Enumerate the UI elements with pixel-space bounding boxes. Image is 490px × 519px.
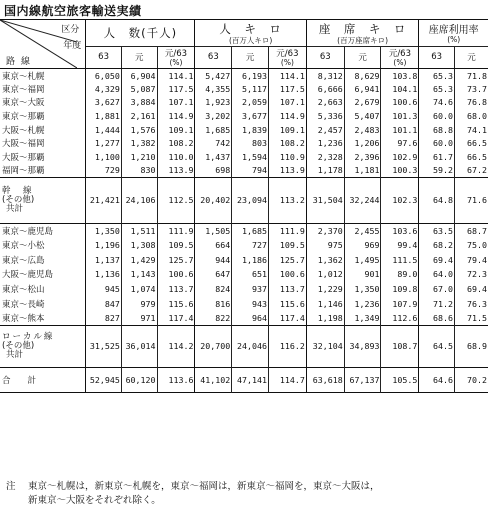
table-cell: 5,407: [344, 109, 381, 123]
table-cell: 113.7: [157, 282, 195, 297]
table-cell: 794: [232, 164, 269, 178]
route-name: 東京～福岡: [2, 84, 45, 95]
table-cell: 111.5: [381, 252, 419, 267]
table-cell: 1,594: [232, 150, 269, 164]
table-cell: 102.3: [381, 177, 419, 223]
table-cell: 63.5: [419, 223, 455, 238]
table-cell: 1,074: [121, 282, 157, 297]
table-cell: 1,206: [344, 136, 381, 150]
table-cell: 937: [232, 282, 269, 297]
table-row: [0, 267, 488, 282]
table-cell: 2,328: [306, 150, 344, 164]
table-cell: 104.1: [381, 82, 419, 96]
table-cell: 901: [344, 267, 381, 282]
table-cell: 67.0: [419, 282, 455, 297]
table-cell: 3,202: [195, 109, 232, 123]
table-cell: 41,102: [195, 367, 232, 392]
table-cell: 117.5: [157, 82, 195, 96]
table-cell: 113.6: [157, 367, 195, 392]
table-cell: 830: [121, 164, 157, 178]
table-cell: 71.5: [455, 311, 489, 326]
table-cell: 107.1: [268, 96, 306, 110]
table-cell: 964: [232, 311, 269, 326]
table-cell: 1,196: [86, 238, 122, 253]
table-cell: 1,181: [344, 164, 381, 178]
table-cell: 60.0: [419, 136, 455, 150]
table-cell: 117.4: [157, 311, 195, 326]
table-cell: 2,663: [306, 96, 344, 110]
table-cell: 64.8: [419, 177, 455, 223]
col-header-63: 63: [195, 46, 232, 68]
table-cell: 4,329: [86, 82, 122, 96]
table-cell: 65.3: [419, 69, 455, 83]
col-header-63: 63: [306, 46, 344, 68]
table-cell: 2,059: [232, 96, 269, 110]
table-row: [0, 69, 488, 83]
table-cell: 979: [121, 296, 157, 311]
table-cell: 943: [232, 296, 269, 311]
col-header-ratio: 元/63 (%): [157, 46, 195, 68]
table-cell: 5,117: [232, 82, 269, 96]
table-cell: 36,014: [121, 325, 157, 367]
table-cell: 32,244: [344, 177, 381, 223]
table-cell: 66.5: [455, 150, 489, 164]
table-cell: 69.4: [419, 252, 455, 267]
col-header-63: 63: [86, 46, 122, 68]
table-cell: 1,143: [121, 267, 157, 282]
table-cell: 109.1: [157, 123, 195, 137]
table-cell: 64.5: [419, 325, 455, 367]
table-row: [0, 136, 488, 150]
table-cell: 4,355: [195, 82, 232, 96]
table-cell: 73.7: [455, 82, 489, 96]
table-cell: 60,120: [121, 367, 157, 392]
footnote-line-2: 新東京～大阪をそれぞれ除く。: [28, 495, 161, 506]
table-cell: 125.7: [157, 252, 195, 267]
table-row: [0, 325, 488, 367]
table-cell: 651: [232, 267, 269, 282]
route-name: 東京～長崎: [2, 299, 45, 310]
route-name: 東京～那覇: [2, 112, 45, 123]
route-name: 東京～松山: [2, 284, 45, 295]
table-cell: 647: [195, 267, 232, 282]
table-cell: 115.6: [157, 296, 195, 311]
table-cell: 2,161: [121, 109, 157, 123]
local-routes: [0, 223, 488, 325]
table-cell: 1,012: [306, 267, 344, 282]
table-cell: 68.0: [455, 109, 489, 123]
table-cell: 63,618: [306, 367, 344, 392]
transport-table: [0, 19, 488, 393]
table-cell: 20,402: [195, 177, 232, 223]
table-cell: 3,884: [121, 96, 157, 110]
table-cell: 1,229: [306, 282, 344, 297]
corner-year-label: 年度: [63, 41, 82, 51]
table-cell: 24,106: [121, 177, 157, 223]
table-cell: 110.0: [157, 150, 195, 164]
table-row: [0, 311, 488, 326]
table-cell: 6,193: [232, 69, 269, 83]
table-cell: 61.7: [419, 150, 455, 164]
table-cell: 729: [86, 164, 122, 178]
table-cell: 2,483: [344, 123, 381, 137]
col-header-gen: 元: [232, 46, 269, 68]
table-cell: 847: [86, 296, 122, 311]
table-cell: 1,210: [121, 150, 157, 164]
table-row: [0, 150, 488, 164]
table-cell: 1,146: [306, 296, 344, 311]
table-cell: 1,444: [86, 123, 122, 137]
route-name: 大阪～鹿児島: [2, 270, 54, 281]
table-cell: 108.2: [268, 136, 306, 150]
table-cell: 75.0: [455, 238, 489, 253]
table-cell: 975: [306, 238, 344, 253]
table-cell: 68.8: [419, 123, 455, 137]
table-cell: 34,893: [344, 325, 381, 367]
table-cell: 6,666: [306, 82, 344, 96]
footnote: [6, 480, 484, 508]
table-cell: 6,904: [121, 69, 157, 83]
table-cell: 114.1: [157, 69, 195, 83]
table-cell: 1,350: [344, 282, 381, 297]
table-cell: 8,629: [344, 69, 381, 83]
table-cell: 8,312: [306, 69, 344, 83]
table-cell: 100.3: [381, 164, 419, 178]
table-cell: 822: [195, 311, 232, 326]
table-cell: 113.7: [268, 282, 306, 297]
table-cell: 2,457: [306, 123, 344, 137]
table-cell: 68.9: [455, 325, 489, 367]
col-header-ratio: 元/63 (%): [268, 46, 306, 68]
table-cell: 117.5: [268, 82, 306, 96]
route-name: 福岡～那覇: [2, 166, 45, 177]
footnote-line-1: 東京～札幌は，新東京～札幌を，東京～福岡は，新東京～福岡を，東京～大阪は，: [28, 481, 380, 492]
header-passenger-km: 人 キ ロ (百万人キロ): [195, 20, 306, 47]
route-name: 大阪～札幌: [2, 125, 45, 136]
table-cell: 31,525: [86, 325, 122, 367]
table-cell: 1,137: [86, 252, 122, 267]
col-header-gen: 元: [455, 46, 489, 68]
page-title: 国内線航空旅客輸送実績: [4, 4, 142, 18]
table-row: [0, 123, 488, 137]
grand-total: [0, 367, 488, 392]
table-cell: 5,087: [121, 82, 157, 96]
table-cell: 68.6: [419, 311, 455, 326]
route-name: ローカル線 (その他) 共計: [2, 331, 55, 360]
table-cell: 1,685: [232, 223, 269, 238]
table-cell: 111.9: [157, 223, 195, 238]
corner-route-label: 路線: [6, 57, 37, 67]
table-cell: 114.9: [157, 109, 195, 123]
table-cell: 3,627: [86, 96, 122, 110]
table-cell: 816: [195, 296, 232, 311]
table-cell: 31,504: [306, 177, 344, 223]
route-name: 東京～札幌: [2, 71, 45, 82]
table-cell: 1,923: [195, 96, 232, 110]
table-cell: 101.1: [381, 123, 419, 137]
local-total: [0, 325, 488, 367]
route-name: 大阪～那覇: [2, 152, 45, 163]
table-cell: 1,100: [86, 150, 122, 164]
table-cell: 97.6: [381, 136, 419, 150]
table-cell: 116.2: [268, 325, 306, 367]
header-seat-km: 座 席 キ ロ (百万座席キロ): [306, 20, 419, 47]
route-name: 幹 線 (その他) 共計: [2, 185, 35, 214]
table-cell: 100.6: [381, 96, 419, 110]
table-cell: 1,429: [121, 252, 157, 267]
table-cell: 945: [86, 282, 122, 297]
table-cell: 125.7: [268, 252, 306, 267]
table-cell: 803: [232, 136, 269, 150]
table-cell: 115.6: [268, 296, 306, 311]
table-cell: 79.4: [455, 252, 489, 267]
table-cell: 6,941: [344, 82, 381, 96]
table-cell: 117.4: [268, 311, 306, 326]
table-cell: 3,677: [232, 109, 269, 123]
col-header-63: 63: [419, 46, 455, 68]
table-cell: 1,308: [121, 238, 157, 253]
table-row: [0, 82, 488, 96]
table-cell: 59.2: [419, 164, 455, 178]
trunk-total: [0, 177, 488, 223]
table-cell: 32,104: [306, 325, 344, 367]
table-cell: 23,094: [232, 177, 269, 223]
table-cell: 5,427: [195, 69, 232, 83]
table-cell: 71.8: [455, 69, 489, 83]
route-name: 大阪～福岡: [2, 139, 45, 150]
table-cell: 100.6: [268, 267, 306, 282]
header-load-factor: 座席利用率 (%): [419, 20, 488, 47]
table-cell: 21,421: [86, 177, 122, 223]
table-cell: 108.2: [157, 136, 195, 150]
table-cell: 109.8: [381, 282, 419, 297]
table-cell: 109.1: [268, 123, 306, 137]
table-cell: 1,198: [306, 311, 344, 326]
table-cell: 1,511: [121, 223, 157, 238]
table-cell: 103.8: [381, 69, 419, 83]
table-cell: 5,336: [306, 109, 344, 123]
table-cell: 107.9: [381, 296, 419, 311]
table-cell: 114.9: [268, 109, 306, 123]
table-cell: 114.7: [268, 367, 306, 392]
table-cell: 68.7: [455, 223, 489, 238]
table-cell: 2,370: [306, 223, 344, 238]
table-cell: 108.7: [381, 325, 419, 367]
table-cell: 698: [195, 164, 232, 178]
table-cell: 1,186: [232, 252, 269, 267]
table-cell: 1,839: [232, 123, 269, 137]
table-cell: 103.6: [381, 223, 419, 238]
table-cell: 112.5: [157, 177, 195, 223]
table-cell: 1,881: [86, 109, 122, 123]
table-row: [0, 238, 488, 253]
table-cell: 1,349: [344, 311, 381, 326]
table-cell: 89.0: [381, 267, 419, 282]
table-cell: 71.6: [455, 177, 489, 223]
route-name: 東京～鹿児島: [2, 226, 54, 237]
table-cell: 971: [121, 311, 157, 326]
trunk-routes: [0, 69, 488, 178]
table-cell: 52,945: [86, 367, 122, 392]
table-row: [0, 252, 488, 267]
table-cell: 109.5: [268, 238, 306, 253]
table-cell: 67.2: [455, 164, 489, 178]
table-cell: 1,277: [86, 136, 122, 150]
table-cell: 114.2: [157, 325, 195, 367]
table-cell: 113.2: [268, 177, 306, 223]
table-cell: 944: [195, 252, 232, 267]
table-cell: 64.6: [419, 367, 455, 392]
table-cell: 109.5: [157, 238, 195, 253]
table-cell: 1,495: [344, 252, 381, 267]
table-cell: 824: [195, 282, 232, 297]
table-row: [0, 96, 488, 110]
table-cell: 6,050: [86, 69, 122, 83]
table-cell: 1,362: [306, 252, 344, 267]
table-cell: 1,576: [121, 123, 157, 137]
table-cell: 20,700: [195, 325, 232, 367]
corner-category-label: 区分: [61, 25, 80, 35]
table-cell: 114.1: [268, 69, 306, 83]
table-cell: 111.9: [268, 223, 306, 238]
table-cell: 110.9: [268, 150, 306, 164]
route-name: 合 計: [2, 375, 37, 386]
table-cell: 2,679: [344, 96, 381, 110]
table-row: [0, 367, 488, 392]
route-name: 東京～広島: [2, 255, 45, 266]
table-cell: 1,236: [306, 136, 344, 150]
table-row: [0, 223, 488, 238]
table-cell: 113.9: [268, 164, 306, 178]
footnote-mark: 注: [6, 481, 16, 492]
table-cell: 727: [232, 238, 269, 253]
table-cell: 47,141: [232, 367, 269, 392]
table-cell: 76.8: [455, 96, 489, 110]
table-cell: 74.6: [419, 96, 455, 110]
table-cell: 66.5: [455, 136, 489, 150]
table-cell: 1,236: [344, 296, 381, 311]
table-cell: 70.2: [455, 367, 489, 392]
table-cell: 76.3: [455, 296, 489, 311]
table-cell: 827: [86, 311, 122, 326]
table-cell: 113.9: [157, 164, 195, 178]
table-cell: 107.1: [157, 96, 195, 110]
header-passengers: 人 数(千人): [86, 20, 195, 47]
table-cell: 102.9: [381, 150, 419, 164]
table-cell: 101.3: [381, 109, 419, 123]
route-name: 東京～小松: [2, 241, 45, 252]
table-cell: 64.0: [419, 267, 455, 282]
table-cell: 105.5: [381, 367, 419, 392]
route-name: 東京～熊本: [2, 313, 45, 324]
table-cell: 71.2: [419, 296, 455, 311]
col-header-ratio: 元/63 (%): [381, 46, 419, 68]
table-cell: 100.6: [157, 267, 195, 282]
table-cell: 72.3: [455, 267, 489, 282]
table-cell: 68.2: [419, 238, 455, 253]
table-cell: 112.6: [381, 311, 419, 326]
table-corner: [0, 20, 86, 69]
table-cell: 1,505: [195, 223, 232, 238]
table-row: [0, 109, 488, 123]
table-row: [0, 282, 488, 297]
table-cell: 1,350: [86, 223, 122, 238]
table-row: [0, 296, 488, 311]
table-cell: 2,396: [344, 150, 381, 164]
route-name: 東京～大阪: [2, 98, 45, 109]
table-cell: 65.3: [419, 82, 455, 96]
table-cell: 69.4: [455, 282, 489, 297]
table-cell: 74.1: [455, 123, 489, 137]
col-header-gen: 元: [121, 46, 157, 68]
table-cell: 1,437: [195, 150, 232, 164]
table-cell: 664: [195, 238, 232, 253]
col-header-gen: 元: [344, 46, 381, 68]
table-cell: 2,455: [344, 223, 381, 238]
table-cell: 60.0: [419, 109, 455, 123]
table-cell: 1,136: [86, 267, 122, 282]
table-cell: 1,685: [195, 123, 232, 137]
table-row: [0, 177, 488, 223]
table-cell: 1,178: [306, 164, 344, 178]
table-cell: 1,382: [121, 136, 157, 150]
table-cell: 24,046: [232, 325, 269, 367]
table-row: [0, 164, 488, 178]
table-cell: 742: [195, 136, 232, 150]
table-cell: 99.4: [381, 238, 419, 253]
table-cell: 67,137: [344, 367, 381, 392]
table-cell: 969: [344, 238, 381, 253]
